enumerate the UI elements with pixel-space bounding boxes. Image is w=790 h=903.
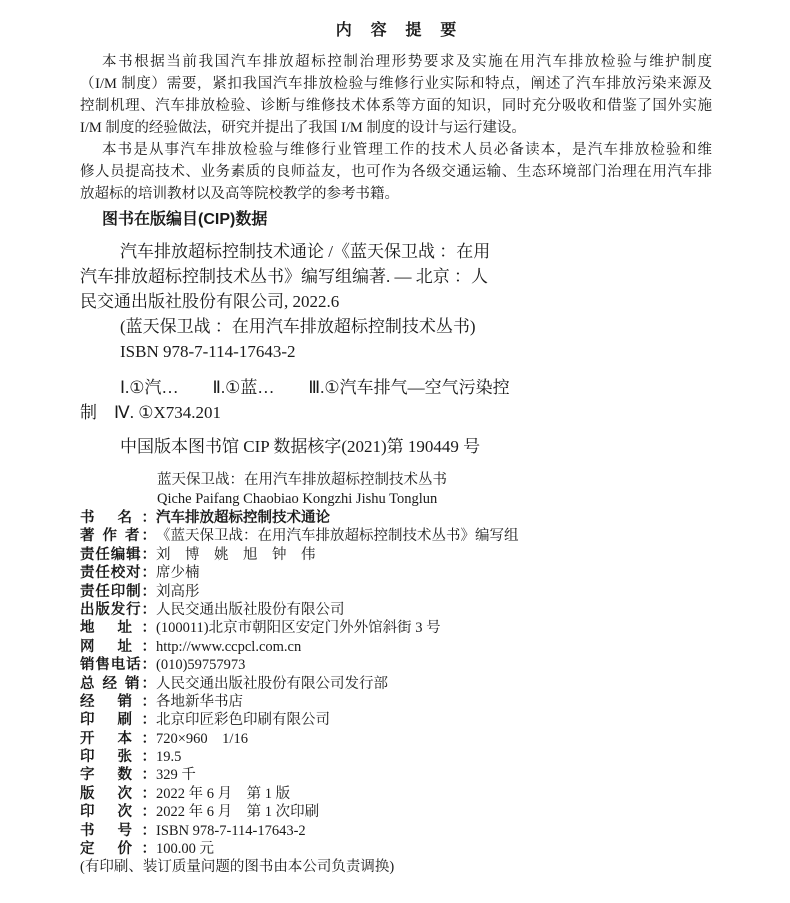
cip-classification-line: 制 Ⅳ. ①X734.201 (80, 403, 221, 422)
imprint-row-printing-supervisor (80, 583, 712, 601)
imprint-value: 人民交通出版社股份有限公司 (156, 601, 345, 618)
imprint-row-word-count (80, 766, 712, 784)
imprint-value: 《蓝天保卫战：在用汽车排放超标控制技术丛书》编写组 (156, 528, 519, 545)
imprint-label: 开 本： (80, 730, 156, 747)
imprint-value: (010)59757973 (156, 657, 246, 674)
imprint-row-impression (80, 803, 712, 821)
imprint-value: 各地新华书店 (156, 693, 243, 710)
imprint-row-format (80, 730, 712, 748)
imprint-value: 2022 年 6 月 第 1 版 (156, 785, 291, 802)
imprint-label: 出版发行： (80, 601, 156, 618)
series-pinyin: Qiche Paifang Chaobiao Kongzhi Jishu Tonglun (157, 491, 438, 507)
imprint-label: 责任校对： (80, 565, 156, 582)
imprint-row-printer (80, 711, 712, 729)
imprint-value: 100.00 元 (156, 841, 214, 858)
summary-line: 控制机理、汽车排放检验、诊断与维修技术体系等方面的知识，同时充分吸收和借鉴了国外实施 (80, 98, 712, 114)
imprint-row-sales-phone (80, 656, 712, 674)
imprint-value: 人民交通出版社股份有限公司发行部 (156, 675, 388, 692)
imprint-row-sheets (80, 748, 712, 766)
imprint-value: http://www.ccpcl.com.cn (156, 638, 302, 655)
summary-title: 内 容 提 要 (335, 22, 464, 39)
imprint-value: 刘高彤 (156, 583, 200, 600)
summary-line: 放超标的培训教材以及高等院校教学的参考书籍。 (80, 186, 399, 202)
imprint-row-distributor (80, 693, 712, 711)
imprint-value: 2022 年 6 月 第 1 次印刷 (156, 804, 320, 821)
imprint-label: 印 刷： (80, 712, 156, 729)
imprint-label: 印 张： (80, 749, 156, 766)
imprint-value: 329 千 (156, 767, 196, 784)
imprint-row-publisher (80, 601, 712, 619)
cip-description-line: 汽车排放超标控制技术丛书》编写组编著. — 北京 ：人 (80, 267, 488, 286)
imprint-row-author (80, 527, 712, 545)
imprint-label: 责任编辑： (80, 546, 156, 563)
cip-description-line: 民交通出版社股份有限公司, 2022.6 (80, 292, 340, 311)
imprint-row-title (80, 509, 712, 527)
imprint-label: 经 销： (80, 693, 156, 710)
cip-isbn-line: ISBN 978-7-114-17643-2 (120, 342, 296, 361)
imprint-label: 字 数： (80, 767, 156, 784)
imprint-label: 地 址： (80, 620, 156, 637)
imprint-table (80, 509, 712, 877)
summary-paragraph-1 (80, 51, 712, 139)
imprint-row-website (80, 638, 712, 656)
summary-line: （I/M 制度）需要，紧扣我国汽车排放检验与维修行业实际和特点，阐述了汽车排放污染来源及 (80, 76, 712, 92)
imprint-label: 定 价： (80, 841, 156, 858)
imprint-label: 责任印制： (80, 583, 156, 600)
summary-line: I/M 制度的经验做法，研究并提出了我国 I/M 制度的设计与运行建设。 (80, 120, 526, 136)
cip-record (80, 239, 550, 459)
imprint-row-proofreader (80, 564, 712, 582)
imprint-row-general-distributor (80, 675, 712, 693)
imprint-row-edition (80, 785, 712, 803)
spacer (80, 42, 712, 51)
imprint-label: 网 址： (80, 638, 156, 655)
imprint-label: 书 号： (80, 822, 156, 839)
cip-series-line: (蓝天保卫战 ：在用汽车排放超标控制技术丛书) (120, 317, 476, 336)
imprint-label: 版 次： (80, 785, 156, 802)
cip-classification (80, 375, 550, 425)
summary-line: 本书是从事汽车排放检验与维修行业管理工作的技术人员必备读本，是汽车排放检验和维 (102, 142, 712, 158)
cip-record-number: 中国版本图书馆 CIP 数据核字(2021)第 190449 号 (120, 437, 481, 456)
series-block (80, 471, 712, 509)
summary-line: 修人员提高技术、业务素质的良师益友，也可作为各级交通运输、生态环境部门治理在用汽车排 (80, 164, 712, 180)
summary-line: 本书根据当前我国汽车排放超标控制治理形势要求及实施在用汽车排放检验与维护制度 (102, 54, 712, 70)
imprint-row-price (80, 840, 712, 858)
cip-classification-line: Ⅰ.①汽… Ⅱ.①蓝… Ⅲ.①汽车排气—空气污染控 (120, 378, 510, 397)
imprint-value: 北京印匠彩色印刷有限公司 (156, 712, 330, 729)
summary-paragraph-2 (80, 139, 712, 205)
imprint-value: 19.5 (156, 749, 182, 766)
imprint-label: 销售电话： (80, 657, 156, 674)
cip-description-line: 汽车排放超标控制技术通论 /《蓝天保卫战 ：在用 (120, 242, 491, 261)
imprint-label: 印 次： (80, 804, 156, 821)
cip-heading: 图书在版编目(CIP)数据 (102, 211, 268, 228)
imprint-label: 著 作 者： (80, 528, 156, 545)
quality-note: (有印刷、装订质量问题的图书由本公司负责调换) (80, 859, 395, 876)
imprint-value: (100011)北京市朝阳区安定门外外馆斜街 3 号 (156, 620, 441, 637)
copyright-page (80, 0, 712, 877)
imprint-value: ISBN 978-7-114-17643-2 (156, 822, 306, 839)
imprint-value: 720×960 1/16 (156, 730, 248, 747)
imprint-label: 总 经 销： (80, 675, 156, 692)
imprint-row-address (80, 619, 712, 637)
imprint-row-editors (80, 546, 712, 564)
imprint-value: 席少楠 (156, 565, 200, 582)
imprint-label: 书 名： (80, 510, 156, 526)
imprint-row-isbn (80, 822, 712, 840)
imprint-value: 汽车排放超标控制技术通论 (156, 510, 330, 526)
imprint-value: 刘 博 姚 旭 钟 伟 (156, 546, 316, 563)
series-title: 蓝天保卫战：在用汽车排放超标控制技术丛书 (157, 472, 447, 488)
